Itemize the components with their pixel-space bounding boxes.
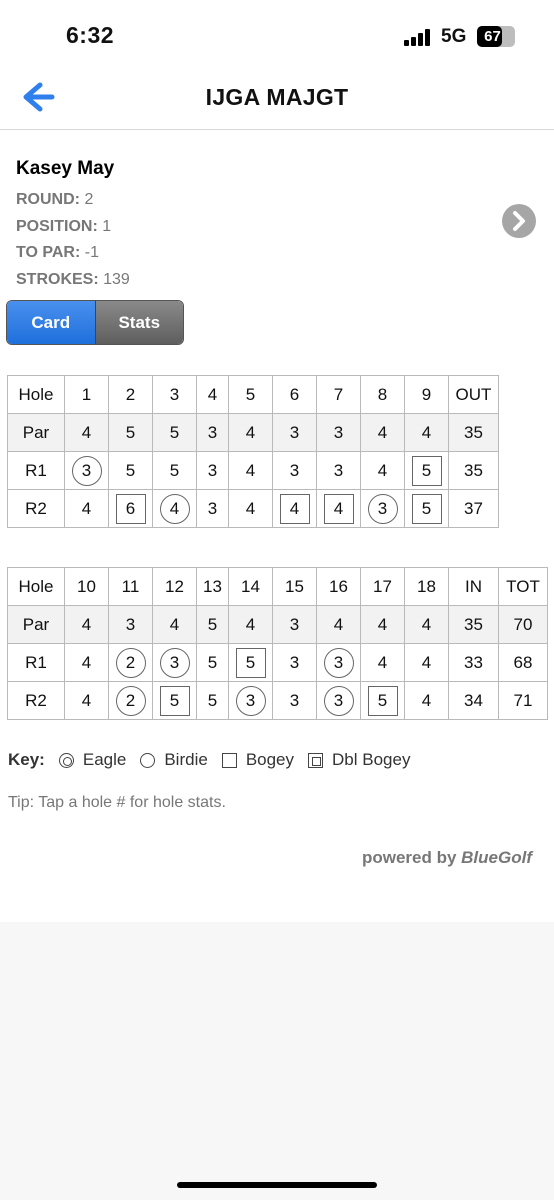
- hole-11[interactable]: 11: [109, 568, 153, 606]
- score-cell: 4: [65, 490, 109, 528]
- hole-7[interactable]: 7: [317, 376, 361, 414]
- birdie-mark: 3: [324, 686, 354, 716]
- par-row: [8, 606, 548, 644]
- score-cell: 3: [197, 452, 229, 490]
- hole-5[interactable]: 5: [229, 376, 273, 414]
- score-cell: 3: [273, 682, 317, 720]
- bogey-mark: 5: [412, 456, 442, 486]
- tab-stats[interactable]: Stats: [95, 301, 184, 344]
- par-cell: 3: [109, 606, 153, 644]
- birdie-mark: 2: [116, 686, 146, 716]
- tab-card[interactable]: Card: [7, 301, 95, 344]
- birdie-mark: 4: [160, 494, 190, 524]
- position-label: POSITION:: [16, 217, 98, 235]
- strokes-value: 139: [103, 270, 130, 288]
- position-value: 1: [102, 217, 112, 235]
- key-label: Key:: [8, 750, 45, 769]
- par-cell: 4: [317, 606, 361, 644]
- hole-12[interactable]: 12: [153, 568, 197, 606]
- par-cell: 5: [197, 606, 229, 644]
- square-icon: [222, 753, 237, 768]
- score-cell: 4: [361, 644, 405, 682]
- brand-name: BlueGolf: [461, 848, 532, 867]
- hole-3[interactable]: 3: [153, 376, 197, 414]
- hole-13[interactable]: 13: [197, 568, 229, 606]
- view-toggle: [6, 300, 184, 345]
- score-cell: 4: [229, 452, 273, 490]
- double-circle-icon: [59, 753, 74, 768]
- r1-label: R1: [8, 644, 65, 682]
- key-birdie-label: Birdie: [164, 750, 208, 769]
- hole-10[interactable]: 10: [65, 568, 109, 606]
- r2-in: 34: [449, 682, 499, 720]
- score-cell: [361, 490, 405, 528]
- powered-by[interactable]: [362, 848, 532, 868]
- round2-row: [8, 682, 548, 720]
- par-tot: 70: [499, 606, 548, 644]
- key-eagle: [59, 750, 126, 770]
- score-cell: [153, 682, 197, 720]
- round1-row: [8, 452, 499, 490]
- score-cell: [153, 644, 197, 682]
- network-label: 5G: [441, 26, 467, 47]
- hole-4[interactable]: 4: [197, 376, 229, 414]
- birdie-mark: 3: [368, 494, 398, 524]
- key-dbl-bogey: [308, 750, 410, 770]
- score-cell: [317, 490, 361, 528]
- key-eagle-label: Eagle: [82, 750, 127, 769]
- chevron-right-icon[interactable]: [502, 204, 536, 238]
- r2-label: R2: [8, 682, 65, 720]
- powered-prefix: powered by: [361, 848, 462, 867]
- score-cell: [229, 644, 273, 682]
- signal-icon: [404, 28, 432, 46]
- score-cell: [317, 682, 361, 720]
- score-cell: 4: [405, 682, 449, 720]
- score-cell: 5: [153, 452, 197, 490]
- score-cell: [153, 490, 197, 528]
- r1-label: R1: [8, 452, 65, 490]
- par-label: Par: [8, 414, 65, 452]
- home-indicator[interactable]: [177, 1182, 377, 1188]
- hole-14[interactable]: 14: [229, 568, 273, 606]
- hole-2[interactable]: 2: [109, 376, 153, 414]
- par-cell: 4: [229, 606, 273, 644]
- hole-8[interactable]: 8: [361, 376, 405, 414]
- score-cell: 3: [273, 452, 317, 490]
- par-cell: 3: [273, 414, 317, 452]
- battery-icon: [477, 26, 515, 47]
- birdie-mark: 3: [324, 648, 354, 678]
- hole-16[interactable]: 16: [317, 568, 361, 606]
- score-cell: [361, 682, 405, 720]
- round2-row: [8, 490, 499, 528]
- hole-1[interactable]: 1: [65, 376, 109, 414]
- score-cell: 3: [273, 644, 317, 682]
- birdie-mark: 3: [236, 686, 266, 716]
- score-cell: [405, 452, 449, 490]
- r1-tot: 68: [499, 644, 548, 682]
- score-cell: [65, 452, 109, 490]
- par-in: 35: [449, 606, 499, 644]
- hole-label: Hole: [8, 376, 65, 414]
- topar-row: [16, 240, 130, 267]
- par-cell: 4: [361, 414, 405, 452]
- round-label: ROUND:: [16, 191, 80, 208]
- key-bogey-label: Bogey: [245, 750, 295, 769]
- bogey-mark: 5: [236, 648, 266, 678]
- key-dbl-bogey-label: Dbl Bogey: [332, 750, 411, 769]
- battery-level: 67: [484, 28, 501, 45]
- score-cell: [229, 682, 273, 720]
- par-cell: 5: [153, 414, 197, 452]
- score-key: [8, 750, 424, 770]
- tip-text: Tip: Tap a hole # for hole stats.: [8, 794, 226, 811]
- par-cell: 4: [229, 414, 273, 452]
- score-cell: 4: [65, 682, 109, 720]
- topar-value: -1: [84, 244, 99, 261]
- score-cell: 4: [229, 490, 273, 528]
- par-cell: 4: [405, 606, 449, 644]
- score-cell: [317, 644, 361, 682]
- score-cell: 4: [361, 452, 405, 490]
- player-name: Kasey May: [16, 158, 115, 179]
- score-cell: [109, 682, 153, 720]
- score-cell: 3: [197, 490, 229, 528]
- strokes-label: STROKES:: [16, 270, 99, 288]
- round-row: [16, 187, 130, 214]
- hole-15[interactable]: 15: [273, 568, 317, 606]
- page-title: IJGA MAJGT: [205, 84, 349, 110]
- round-value: 2: [84, 191, 94, 208]
- par-cell: 3: [317, 414, 361, 452]
- par-label: Par: [8, 606, 65, 644]
- r1-out: 35: [449, 452, 499, 490]
- back-nine-table: [7, 567, 548, 720]
- front-nine-table: [7, 375, 499, 528]
- hole-9[interactable]: 9: [405, 376, 449, 414]
- bogey-mark: 6: [116, 494, 146, 524]
- bogey-mark: 5: [368, 686, 398, 716]
- double-square-icon: [308, 753, 323, 768]
- par-cell: 5: [109, 414, 153, 452]
- birdie-mark: 2: [116, 648, 146, 678]
- strokes-row: [16, 267, 130, 294]
- circle-icon: [140, 753, 155, 768]
- player-info: [16, 158, 130, 293]
- in-header: IN: [449, 568, 499, 606]
- key-birdie: [140, 750, 207, 770]
- par-cell: 4: [361, 606, 405, 644]
- score-cell: 3: [317, 452, 361, 490]
- par-cell: 4: [65, 414, 109, 452]
- bogey-mark: 5: [160, 686, 190, 716]
- r2-tot: 71: [499, 682, 548, 720]
- r1-in: 33: [449, 644, 499, 682]
- score-cell: [109, 644, 153, 682]
- position-row: [16, 214, 130, 241]
- hole-row: [8, 376, 499, 414]
- score-cell: 5: [197, 644, 229, 682]
- score-cell: 5: [197, 682, 229, 720]
- score-cell: 4: [405, 644, 449, 682]
- out-header: OUT: [449, 376, 499, 414]
- par-out: 35: [449, 414, 499, 452]
- bogey-mark: 5: [412, 494, 442, 524]
- score-cell: [273, 490, 317, 528]
- key-bogey: [222, 750, 294, 770]
- birdie-mark: 3: [160, 648, 190, 678]
- par-cell: 3: [197, 414, 229, 452]
- score-cell: [405, 490, 449, 528]
- topar-label: TO PAR:: [16, 244, 81, 261]
- r2-label: R2: [8, 490, 65, 528]
- status-bar: [0, 0, 554, 72]
- hole-17[interactable]: 17: [361, 568, 405, 606]
- hole-label: Hole: [8, 568, 65, 606]
- par-cell: 4: [153, 606, 197, 644]
- bogey-mark: 4: [280, 494, 310, 524]
- par-cell: 4: [65, 606, 109, 644]
- tot-header: TOT: [499, 568, 548, 606]
- par-cell: 3: [273, 606, 317, 644]
- r2-out: 37: [449, 490, 499, 528]
- birdie-mark: 3: [72, 456, 102, 486]
- status-time: 6:32: [66, 22, 115, 48]
- nav-bar: [0, 72, 554, 130]
- score-cell: 5: [109, 452, 153, 490]
- bogey-mark: 4: [324, 494, 354, 524]
- par-cell: 4: [405, 414, 449, 452]
- score-cell: 4: [65, 644, 109, 682]
- par-row: [8, 414, 499, 452]
- score-cell: [109, 490, 153, 528]
- hole-row: [8, 568, 548, 606]
- hole-6[interactable]: 6: [273, 376, 317, 414]
- round1-row: [8, 644, 548, 682]
- hole-18[interactable]: 18: [405, 568, 449, 606]
